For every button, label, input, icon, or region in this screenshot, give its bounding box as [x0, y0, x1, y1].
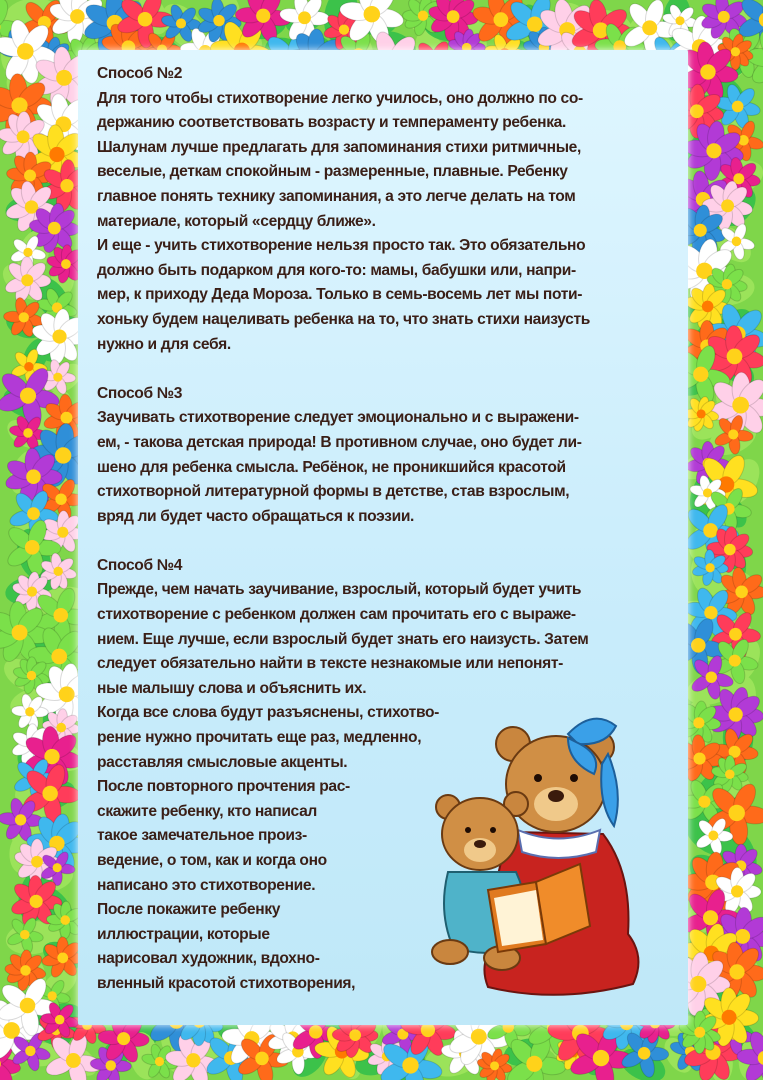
- text-line: ем, - такова детская природа! В противном случае, оно будет ли-: [97, 433, 582, 451]
- section-3: [97, 382, 687, 530]
- text-line: скажите ребенку, кто написал: [97, 802, 317, 820]
- text-line: стихотворение с ребенком должен сам прочитать его с выраже-: [97, 606, 576, 624]
- text-line: нужно и для себя.: [97, 335, 231, 353]
- text-line: следует обязательно найти в тексте незнакомые или непонят-: [97, 655, 563, 673]
- text-line: должно быть подарком для кого-то: мамы, бабушки или, напри-: [97, 261, 576, 279]
- text-line: шено для ребенка смысла. Ребёнок, не проникшийся красотой: [97, 458, 566, 476]
- section-2: [97, 62, 687, 357]
- text-line: Шалунам лучше предлагать для запоминания стихи ритмичные,: [97, 138, 581, 156]
- section-heading: Способ №2: [97, 65, 183, 82]
- text-line: материале, который «сердцу ближе».: [97, 212, 376, 230]
- text-line: вленный красотой стихотворения,: [97, 974, 356, 992]
- text-line: стихотворной литературной формы в детстве, став взрослым,: [97, 483, 570, 501]
- section-heading: Способ №3: [97, 384, 183, 402]
- text-line: Когда все слова будут разъяснены, стихотво-: [97, 704, 440, 722]
- text-line: главное понять технику запоминания, а это легче делать на том: [97, 187, 576, 205]
- text-line: нарисовал художник, вдохно-: [97, 950, 320, 968]
- text-line: веселые, деткам спокойным - размеренные, плавные. Ребенку: [97, 163, 568, 181]
- text-line: вряд ли будет часто обращаться к поэзии.: [97, 507, 415, 525]
- text-line: иллюстрации, которые: [97, 925, 270, 943]
- text-line: мер, к приходу Деда Мороза. Только в семь-восемь лет мы поти-: [97, 286, 583, 304]
- text-line: расставляя смысловые акценты.: [97, 753, 348, 771]
- text-line: ные малышу слова и объяснить их.: [97, 679, 367, 697]
- text-line: И еще - учить стихотворение нельзя просто так. Это обязательно: [97, 237, 586, 255]
- text-line: написано это стихотворение.: [97, 876, 316, 894]
- text-line: рение нужно прочитать еще раз, медленно,: [97, 729, 422, 747]
- text-line: Для того чтобы стихотворение легко училось, оно должно по со-: [97, 89, 583, 107]
- text-line: Заучивать стихотворение следует эмоционально и с выражени-: [97, 409, 579, 427]
- text-line: такое замечательное произ-: [97, 827, 307, 845]
- text-line: хоньку будем нацеливать ребенка на то, что знать стихи наизусть: [97, 310, 590, 328]
- section-heading: Способ №4: [97, 556, 183, 574]
- text-line: ведение, о том, как и когда оно: [97, 852, 327, 869]
- text-line: держанию соответствовать возрасту и темпераменту ребенка.: [97, 114, 566, 132]
- text-line: Прежде, чем начать заучивание, взрослый, который будет учить: [97, 581, 582, 599]
- text-line: нием. Еще лучше, если взрослый будет знать его наизусть. Затем: [97, 630, 589, 648]
- text-line: После покажите ребенку: [97, 901, 281, 919]
- teddy-bears-illustration: [418, 712, 650, 1002]
- text-line: После повторного прочтения рас-: [97, 778, 350, 796]
